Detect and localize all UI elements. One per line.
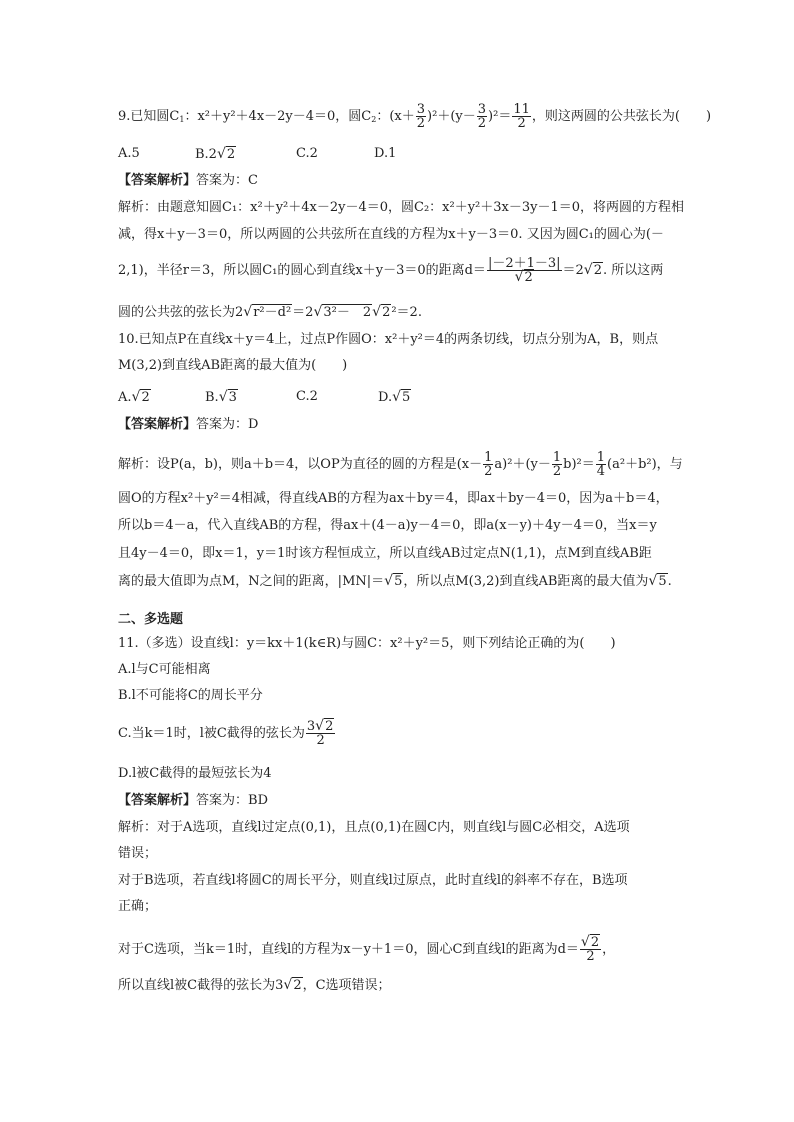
q9-option-b: B.2√2: [195, 146, 236, 162]
q9-stem: 9.已知圆$C_1$：x²＋y²＋4x－2y－4＝0，圆$C_2$：(x＋ $\frac{3}{2}$ )²＋(y－ $\frac{3}{2}$ )²＝ $\frac{11}{2}$ ，则这两圆的公共弦长为( ): [118, 102, 712, 131]
q9-solution-line-3: 2,1)，半径r＝3，所以圆C₁的圆心到直线x＋y－3＝0的距离d＝ $\frac{|-2+1-3|}{√2}$ ＝2√2. 所以这两: [118, 256, 664, 285]
q11-option-d: D.l被C截得的最短弦长为4: [118, 766, 272, 781]
q11-solution-line-5: 对于C选项，当k＝1时，直线l的方程为x－y＋1＝0，圆心C到直线l的距离为d＝ $\frac{√2}{2}$ ，: [118, 934, 616, 964]
answer-text: 答案为：BD: [196, 793, 268, 808]
q11-solution-line-4: 正确；: [118, 899, 158, 914]
q10-stem-line-2: M(3,2)到直线AB距离的最大值为( ): [118, 358, 348, 373]
q9-solution-line-4: 圆的公共弦的弦长为2√r²－d²＝2√3²－ 2√2²＝2.: [118, 304, 422, 320]
q11-solution-line-2: 错误；: [118, 846, 158, 861]
q10-option-b: B.√3: [205, 389, 237, 405]
q11-solution-line-6: 所以直线l被C截得的弦长为3√2，C选项错误；: [118, 977, 391, 993]
q9-frac-3-2-a: $\frac{3}{2}$: [416, 102, 426, 131]
q9-frac-11-2: $\frac{11}{2}$: [513, 102, 530, 131]
q9-solution-line-2: 减，得x＋y－3＝0，所以两圆的公共弦所在直线的方程为x＋y－3＝0. 又因为圆C₁的圆心为(－: [118, 227, 664, 242]
q9-option-a: A.5: [118, 146, 140, 161]
q11-solution-line-3: 对于B选项，若直线l将圆C的周长平分，则直线l过原点，此时直线l的斜率不存在，B选项: [118, 873, 628, 888]
q11-stem: 11.（多选）设直线l：y＝kx＋1(k∈R)与圆C：x²＋y²＝5，则下列结论正确的为( ): [118, 636, 616, 651]
answer-text: 答案为：D: [196, 417, 259, 432]
q10-option-a: A.√2: [118, 389, 150, 405]
q9-c2-part-c: )²＝: [488, 109, 512, 124]
q9-option-d: D.1: [374, 146, 397, 161]
q9-option-c: C.2: [296, 146, 318, 161]
q9-stem-start: 9.已知圆C: [118, 109, 180, 124]
q9-stem-tail: ，则这两圆的公共弦长为( ): [531, 109, 712, 124]
q10-answer: [118, 416, 258, 434]
q11-answer: [118, 792, 268, 810]
q10-solution-line-4: 且4y－4＝0，即x＝1，y＝1时该方程恒成立，所以直线AB过定点N(1,1)，点M到直线AB距: [118, 546, 652, 561]
q10-solution-line-2: 圆O的方程x²＋y²＝4相减，得直线AB的方程为ax＋by＝4，即ax＋by－4＝0，因为a＋b＝4，: [118, 491, 669, 506]
q10-solution-line-5: 离的最大值即为点M，N之间的距离，|MN|＝√5，所以点M(3,2)到直线AB距离的最大值为√5.: [118, 573, 672, 589]
q10-option-d: D.√5: [378, 389, 411, 405]
q10-solution-line-3: 所以b＝4－a，代入直线AB的方程，得ax＋(4－a)y－4＝0，即a(x－y)＋4y－4＝0，当x＝y: [118, 518, 657, 533]
q11-option-a: A.l与C可能相离: [118, 662, 211, 677]
q10-stem-line-1: 10.已知点P在直线x＋y＝4上，过点P作圆O：x²＋y²＝4的两条切线，切点分别为A，B，则点: [118, 332, 659, 347]
section-heading: 二、多选题: [118, 612, 184, 627]
answer-label: 【答案解析】: [118, 793, 197, 808]
q9-c2-part-b: )²＋(y－: [427, 109, 476, 124]
answer-label: 【答案解析】: [118, 417, 197, 432]
q9-solution-line-1: 解析：由题意知圆C₁：x²＋y²＋4x－2y－4＝0，圆C₂：x²＋y²＋3x－3y－1＝0，将两圆的方程相: [118, 200, 685, 215]
q9-c2-part-a: ：(x＋: [376, 109, 415, 124]
q9-distance-fraction: $\frac{|-2+1-3|}{√2}$: [487, 256, 561, 285]
q9-answer: [118, 172, 258, 190]
q9-c1-equation: ：x²＋y²＋4x－2y－4＝0，圆C: [184, 109, 372, 124]
q11-option-b: B.l不可能将C的周长平分: [118, 688, 263, 703]
q10-solution-line-1: 解析：设P(a，b)，则a＋b＝4，以OP为直径的圆的方程是(x－ $\frac{1}{2}$ a)²＋(y－ $\frac{1}{2}$ b)²＝ $\frac{1}{4}$ (a²＋b²)，与: [118, 450, 683, 479]
q11-solution-line-1: 解析：对于A选项，直线l过定点(0,1)，且点(0,1)在圆C内，则直线l与圆C必相交，A选项: [118, 820, 630, 835]
q10-option-c: C.2: [296, 389, 318, 404]
answer-label: 【答案解析】: [118, 173, 197, 188]
q9-frac-3-2-b: $\frac{3}{2}$: [477, 102, 487, 131]
answer-text: 答案为：C: [196, 173, 258, 188]
q11-option-c: C.当k＝1时，l被C截得的弦长为 $\frac{3√2}{2}$: [118, 718, 334, 748]
